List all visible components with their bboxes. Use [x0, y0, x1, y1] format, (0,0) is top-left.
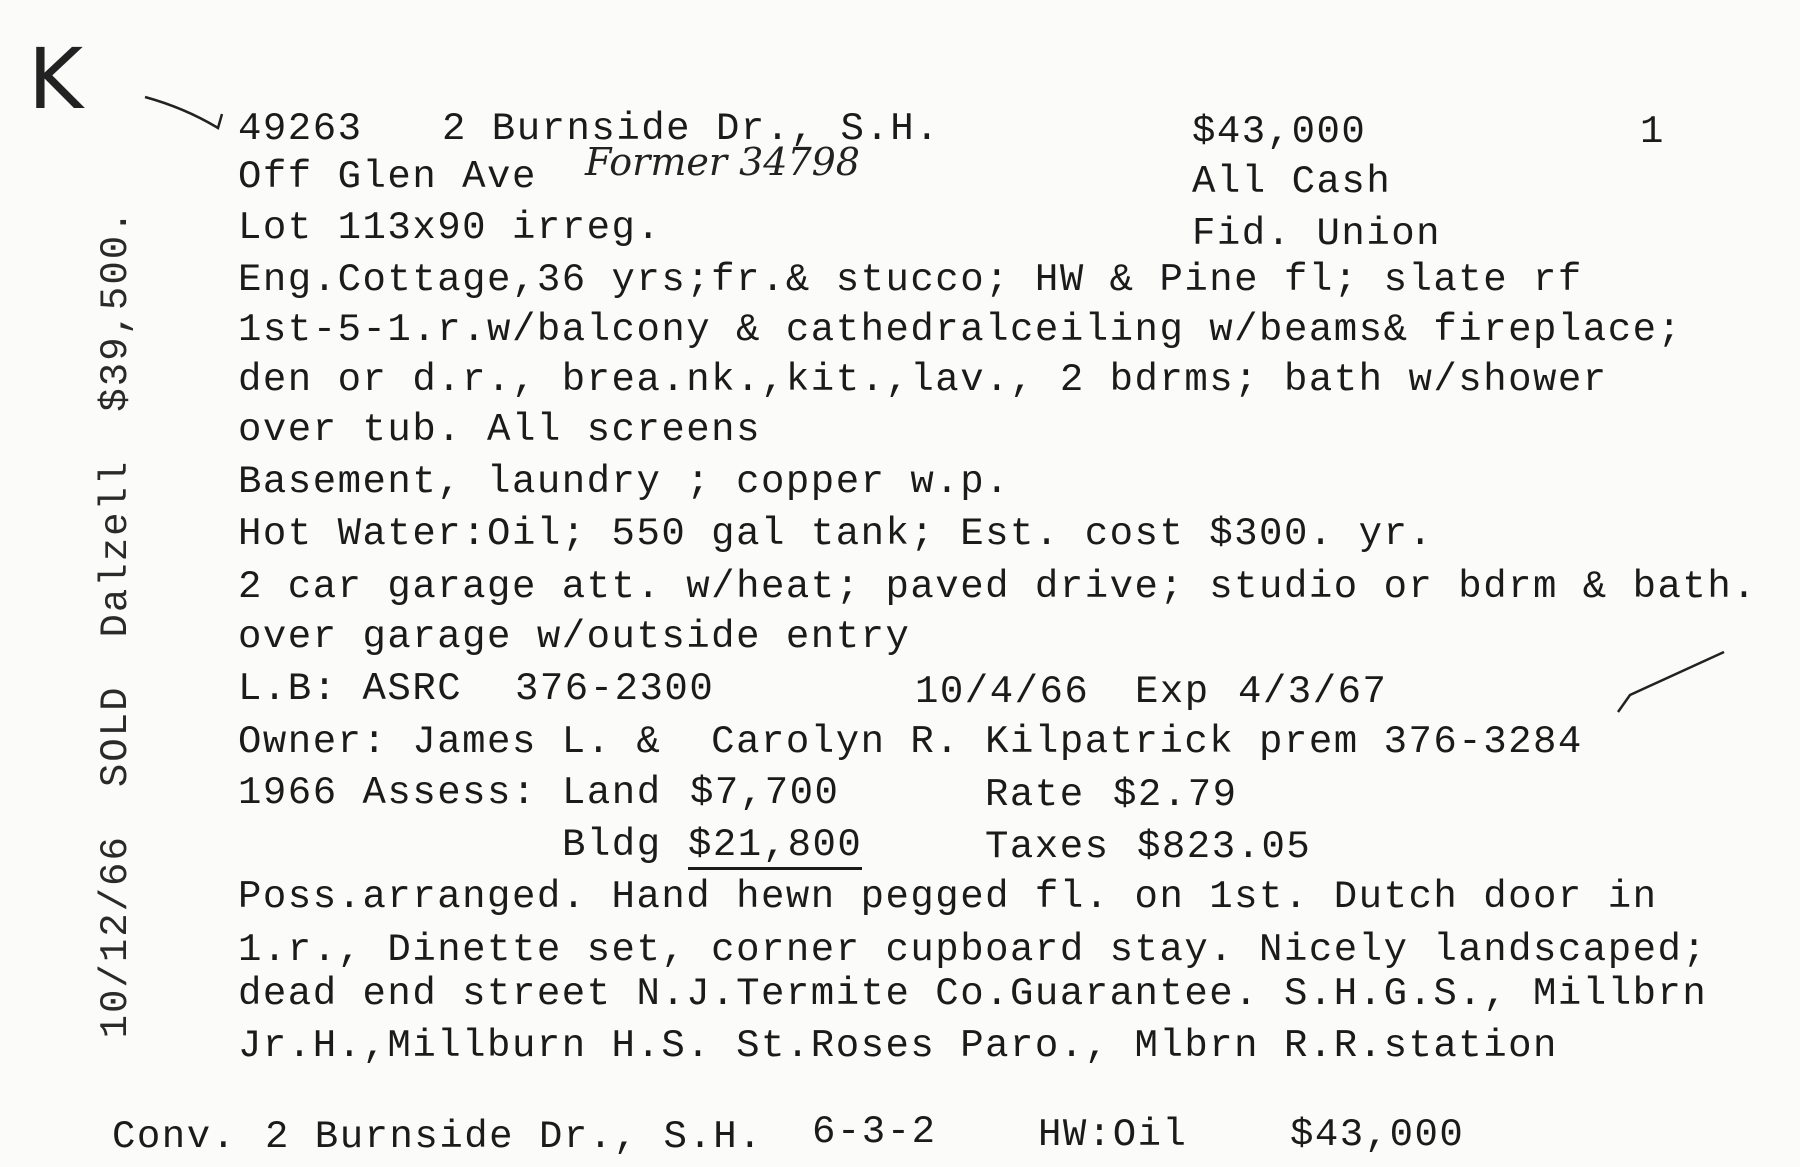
former-note: Former 34798 [585, 140, 860, 184]
listing-number: 49263 [238, 107, 363, 151]
listing-date: 10/4/66 [915, 670, 1090, 714]
remark-line: dead end street N.J.Termite Co.Guarantee. S.H.G.S., Millbrn [238, 972, 1708, 1016]
bank: Fid. Union [1192, 212, 1442, 256]
desc-line: Basement, laundry ; copper w.p. [238, 460, 1011, 504]
remark-line: Poss.arranged. Hand hewn pegged fl. on 1st. Dutch door in [238, 875, 1658, 919]
desc-line: Eng.Cottage,36 yrs;fr.& stucco; HW & Pine fl; slate rf [238, 258, 1583, 302]
expiry-date: 4/3/67 [1238, 670, 1388, 714]
land-value: $7,700 [690, 771, 840, 815]
card-number: 1 [1640, 110, 1665, 154]
address: 2 Burnside Dr., S.H. [442, 107, 941, 151]
sold-price: $39,500. [94, 208, 138, 412]
footer-heat: HW:Oil [1038, 1113, 1188, 1157]
land-label: Land [562, 771, 662, 815]
lot-size: Lot 113x90 irreg. [238, 206, 662, 250]
desc-line: over tub. All screens [238, 408, 761, 452]
footer-price: $43,000 [1290, 1113, 1465, 1157]
listing-broker: L.B: ASRC [238, 667, 463, 711]
checkmark-icon [1618, 652, 1724, 712]
taxes-label: Taxes [985, 825, 1110, 869]
owner-line: Owner: James L. & Carolyn R. Kilpatrick prem 376-3284 [238, 720, 1583, 764]
taxes-value: $823.05 [1137, 825, 1312, 869]
desc-line: Hot Water:Oil; 550 gal tank; Est. cost $300. yr. [238, 512, 1434, 556]
footer-rooms: 6-3-2 [812, 1110, 937, 1154]
remark-line: 1.r., Dinette set, corner cupboard stay. Nicely landscaped; [238, 928, 1708, 972]
terms: All Cash [1192, 160, 1392, 204]
footer-address: 2 Burnside Dr., S.H. [265, 1115, 764, 1159]
arrow-mark [145, 97, 222, 128]
desc-line: 1st-5-1.r.w/balcony & cathedralceiling w/beams& fireplace; [238, 308, 1683, 352]
sold-date: 10/12/66 [94, 835, 138, 1039]
desc-line: 2 car garage att. w/heat; paved drive; studio or bdrm & bath. [238, 565, 1758, 609]
price: $43,000 [1192, 110, 1367, 154]
rate-label: Rate [985, 773, 1085, 817]
broker-phone: 376-2300 [515, 667, 715, 711]
bldg-value: $21,800 [688, 823, 862, 870]
expiry-label: Exp [1135, 670, 1210, 714]
location: Off Glen Ave [238, 155, 537, 199]
remark-line: Jr.H.,Millburn H.S. St.Roses Paro., Mlbrn R.R.station [238, 1024, 1558, 1068]
sold-status: SOLD [94, 685, 138, 788]
desc-line: over garage w/outside entry [238, 615, 911, 659]
rate-value: $2.79 [1113, 773, 1238, 817]
assess-label: 1966 Assess: [238, 771, 537, 815]
sold-stamp [50, 160, 182, 1140]
bldg-label: Bldg [562, 823, 662, 867]
corner-letter: K [28, 30, 84, 128]
sold-agent: Dalzell [94, 459, 138, 638]
footer-style: Conv. [112, 1115, 237, 1159]
desc-line: den or d.r., brea.nk.,kit.,lav., 2 bdrms; bath w/shower [238, 358, 1608, 402]
